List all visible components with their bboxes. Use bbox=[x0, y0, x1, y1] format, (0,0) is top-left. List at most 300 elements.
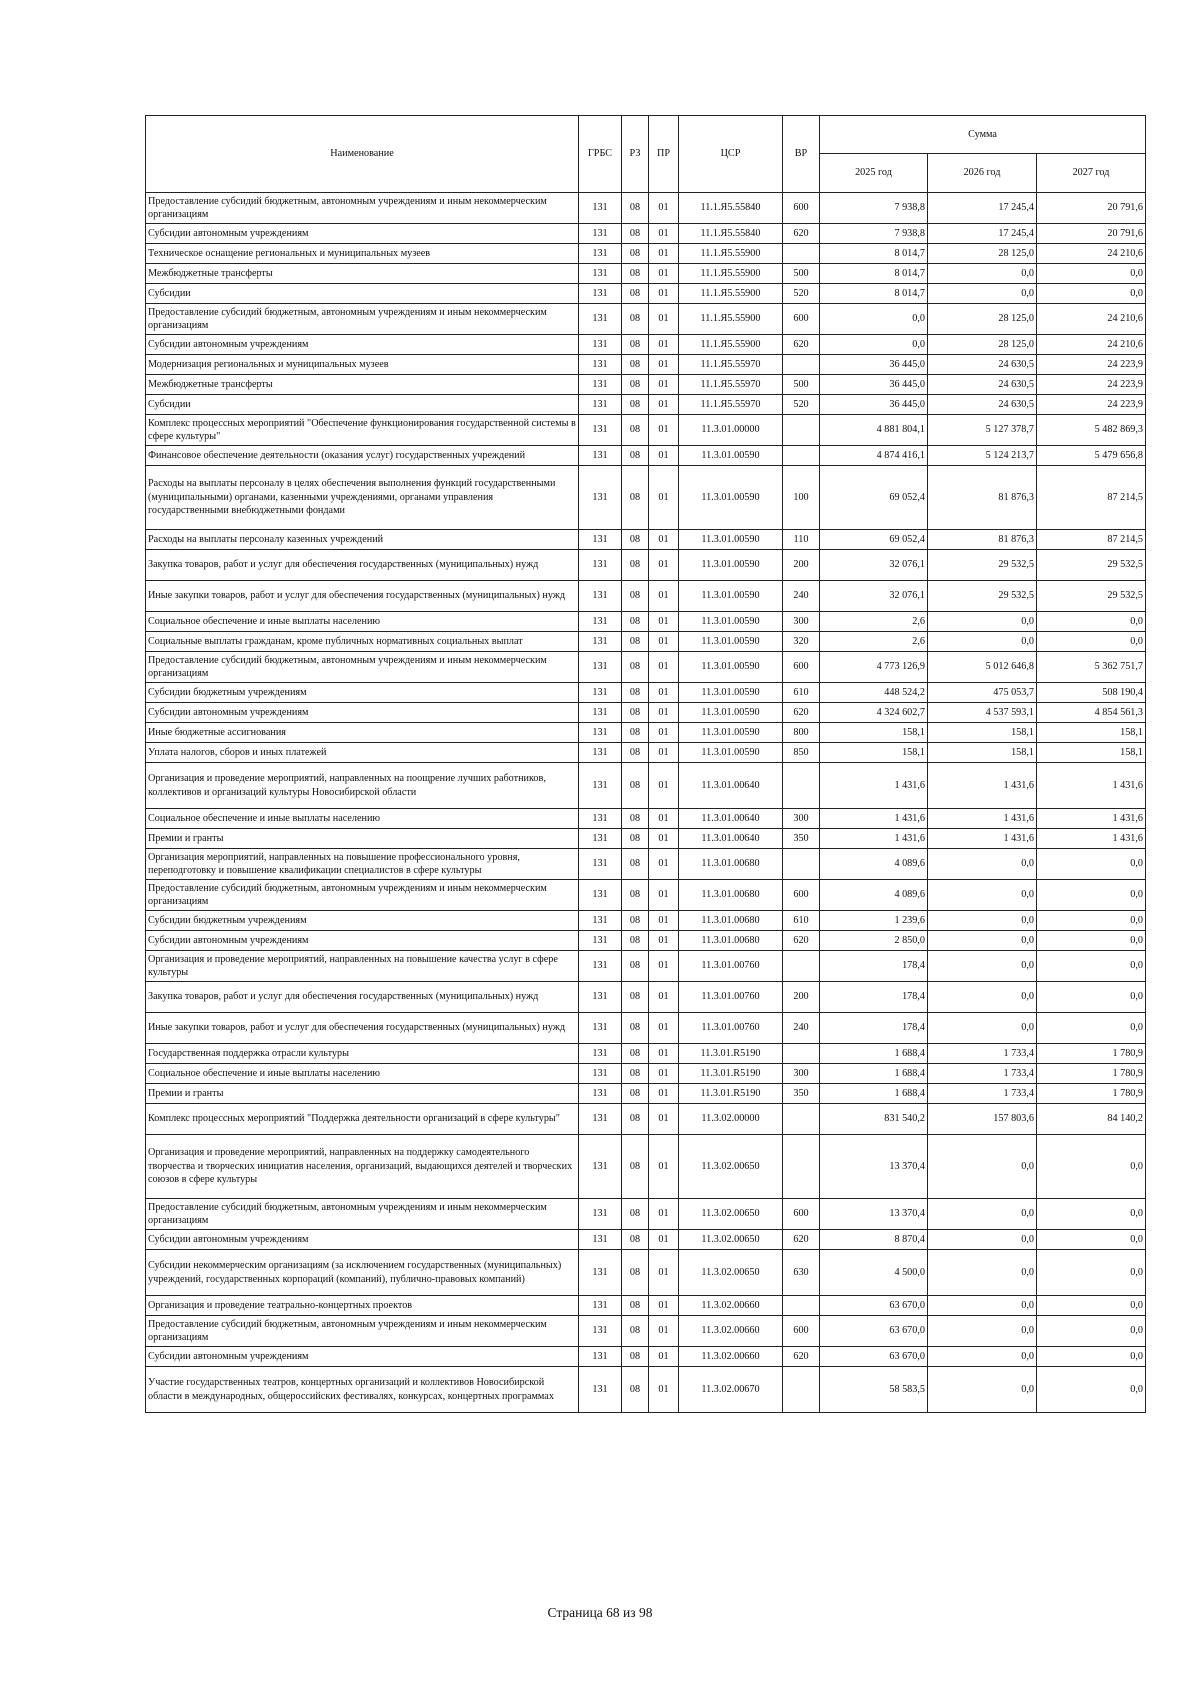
cell-grbs: 131 bbox=[579, 1199, 622, 1230]
header-grbs: ГРБС bbox=[579, 116, 622, 193]
cell-csr: 11.3.01.00760 bbox=[679, 982, 783, 1013]
cell-2027: 1 431,6 bbox=[1037, 763, 1146, 809]
table-row bbox=[146, 304, 1146, 335]
cell-2027: 158,1 bbox=[1037, 723, 1146, 743]
cell-rz: 08 bbox=[622, 466, 649, 530]
cell-csr: 11.3.01.00680 bbox=[679, 849, 783, 880]
table-row bbox=[146, 581, 1146, 612]
cell-pr: 01 bbox=[649, 1104, 679, 1135]
cell-2025: 69 052,4 bbox=[820, 466, 928, 530]
table-row bbox=[146, 763, 1146, 809]
cell-rz: 08 bbox=[622, 446, 649, 466]
cell-vr bbox=[783, 763, 820, 809]
cell-csr: 11.3.01.00590 bbox=[679, 743, 783, 763]
cell-2026: 158,1 bbox=[928, 743, 1037, 763]
cell-csr: 11.3.01.00590 bbox=[679, 550, 783, 581]
cell-rz: 08 bbox=[622, 911, 649, 931]
cell-csr: 11.3.01.00760 bbox=[679, 951, 783, 982]
cell-name: Премии и гранты bbox=[146, 829, 579, 849]
cell-2025: 63 670,0 bbox=[820, 1296, 928, 1316]
cell-2026: 1 431,6 bbox=[928, 763, 1037, 809]
cell-csr: 11.3.01.R5190 bbox=[679, 1044, 783, 1064]
cell-grbs: 131 bbox=[579, 612, 622, 632]
cell-rz: 08 bbox=[622, 763, 649, 809]
cell-name: Модернизация региональных и муниципальных музеев bbox=[146, 355, 579, 375]
cell-vr: 350 bbox=[783, 829, 820, 849]
header-year-2026: 2026 год bbox=[928, 154, 1037, 193]
cell-rz: 08 bbox=[622, 849, 649, 880]
cell-grbs: 131 bbox=[579, 1013, 622, 1044]
cell-pr: 01 bbox=[649, 849, 679, 880]
cell-grbs: 131 bbox=[579, 829, 622, 849]
cell-pr: 01 bbox=[649, 581, 679, 612]
table-row bbox=[146, 375, 1146, 395]
header-year-2027: 2027 год bbox=[1037, 154, 1146, 193]
cell-grbs: 131 bbox=[579, 264, 622, 284]
cell-csr: 11.3.01.00680 bbox=[679, 880, 783, 911]
cell-2027: 24 223,9 bbox=[1037, 395, 1146, 415]
table-body bbox=[146, 193, 1146, 1413]
cell-pr: 01 bbox=[649, 1013, 679, 1044]
cell-name: Субсидии bbox=[146, 395, 579, 415]
cell-csr: 11.3.01.00680 bbox=[679, 931, 783, 951]
cell-2025: 4 089,6 bbox=[820, 880, 928, 911]
cell-vr bbox=[783, 1104, 820, 1135]
cell-2027: 0,0 bbox=[1037, 880, 1146, 911]
cell-2027: 0,0 bbox=[1037, 1135, 1146, 1199]
table-row bbox=[146, 1250, 1146, 1296]
cell-2026: 475 053,7 bbox=[928, 683, 1037, 703]
cell-2027: 20 791,6 bbox=[1037, 224, 1146, 244]
cell-2027: 158,1 bbox=[1037, 743, 1146, 763]
cell-grbs: 131 bbox=[579, 581, 622, 612]
table-row bbox=[146, 466, 1146, 530]
cell-csr: 11.3.02.00650 bbox=[679, 1135, 783, 1199]
cell-2027: 0,0 bbox=[1037, 1250, 1146, 1296]
cell-rz: 08 bbox=[622, 1347, 649, 1367]
cell-pr: 01 bbox=[649, 951, 679, 982]
cell-csr: 11.3.01.00640 bbox=[679, 809, 783, 829]
cell-pr: 01 bbox=[649, 982, 679, 1013]
cell-2025: 58 583,5 bbox=[820, 1367, 928, 1413]
cell-2025: 4 874 416,1 bbox=[820, 446, 928, 466]
cell-rz: 08 bbox=[622, 723, 649, 743]
cell-rz: 08 bbox=[622, 304, 649, 335]
cell-name: Организация и проведение мероприятий, направленных на поддержку самодеятельного творчества и творческих инициатив населения, организаций, выдающихся деятелей и творческих союзов в сфере культуры bbox=[146, 1135, 579, 1199]
cell-name: Межбюджетные трансферты bbox=[146, 375, 579, 395]
cell-rz: 08 bbox=[622, 683, 649, 703]
cell-2025: 4 881 804,1 bbox=[820, 415, 928, 446]
table-row bbox=[146, 911, 1146, 931]
cell-pr: 01 bbox=[649, 809, 679, 829]
cell-vr bbox=[783, 446, 820, 466]
cell-rz: 08 bbox=[622, 1296, 649, 1316]
cell-2025: 7 938,8 bbox=[820, 193, 928, 224]
cell-2025: 178,4 bbox=[820, 982, 928, 1013]
cell-vr: 300 bbox=[783, 612, 820, 632]
cell-grbs: 131 bbox=[579, 335, 622, 355]
cell-2025: 13 370,4 bbox=[820, 1135, 928, 1199]
budget-table bbox=[145, 115, 1146, 1413]
cell-2027: 4 854 561,3 bbox=[1037, 703, 1146, 723]
cell-name: Социальное обеспечение и иные выплаты населению bbox=[146, 1064, 579, 1084]
cell-name: Организация мероприятий, направленных на повышение профессионального уровня, переподготовку и повышение квалификации специалистов в сфере культуры bbox=[146, 849, 579, 880]
cell-rz: 08 bbox=[622, 264, 649, 284]
cell-csr: 11.3.02.00000 bbox=[679, 1104, 783, 1135]
cell-2027: 1 431,6 bbox=[1037, 809, 1146, 829]
cell-vr: 600 bbox=[783, 652, 820, 683]
cell-2027: 87 214,5 bbox=[1037, 530, 1146, 550]
cell-name: Премии и гранты bbox=[146, 1084, 579, 1104]
header-pr: ПР bbox=[649, 116, 679, 193]
cell-2025: 178,4 bbox=[820, 951, 928, 982]
cell-grbs: 131 bbox=[579, 193, 622, 224]
cell-vr: 200 bbox=[783, 550, 820, 581]
cell-vr: 600 bbox=[783, 304, 820, 335]
cell-2026: 0,0 bbox=[928, 632, 1037, 652]
cell-csr: 11.1.Я5.55900 bbox=[679, 304, 783, 335]
header-csr: ЦСР bbox=[679, 116, 783, 193]
cell-2025: 2 850,0 bbox=[820, 931, 928, 951]
cell-2026: 0,0 bbox=[928, 1347, 1037, 1367]
cell-csr: 11.3.02.00650 bbox=[679, 1250, 783, 1296]
cell-pr: 01 bbox=[649, 1250, 679, 1296]
cell-2026: 5 012 646,8 bbox=[928, 652, 1037, 683]
cell-2026: 1 431,6 bbox=[928, 829, 1037, 849]
cell-rz: 08 bbox=[622, 703, 649, 723]
cell-grbs: 131 bbox=[579, 550, 622, 581]
cell-pr: 01 bbox=[649, 829, 679, 849]
cell-2026: 0,0 bbox=[928, 849, 1037, 880]
cell-grbs: 131 bbox=[579, 982, 622, 1013]
table-row bbox=[146, 193, 1146, 224]
cell-csr: 11.3.01.00640 bbox=[679, 829, 783, 849]
cell-rz: 08 bbox=[622, 193, 649, 224]
cell-grbs: 131 bbox=[579, 849, 622, 880]
cell-csr: 11.1.Я5.55900 bbox=[679, 244, 783, 264]
cell-vr: 620 bbox=[783, 335, 820, 355]
cell-csr: 11.3.02.00660 bbox=[679, 1347, 783, 1367]
cell-rz: 08 bbox=[622, 1230, 649, 1250]
cell-vr bbox=[783, 951, 820, 982]
table-row bbox=[146, 931, 1146, 951]
cell-vr bbox=[783, 1044, 820, 1064]
cell-name: Предоставление субсидий бюджетным, автономным учреждениям и иным некоммерческим организациям bbox=[146, 193, 579, 224]
cell-pr: 01 bbox=[649, 466, 679, 530]
cell-rz: 08 bbox=[622, 395, 649, 415]
cell-name: Иные закупки товаров, работ и услуг для обеспечения государственных (муниципальных) нужд bbox=[146, 581, 579, 612]
cell-pr: 01 bbox=[649, 1316, 679, 1347]
cell-2025: 1 431,6 bbox=[820, 809, 928, 829]
cell-name: Субсидии автономным учреждениям bbox=[146, 1347, 579, 1367]
table-row bbox=[146, 1135, 1146, 1199]
cell-2025: 69 052,4 bbox=[820, 530, 928, 550]
cell-vr bbox=[783, 355, 820, 375]
table-row bbox=[146, 703, 1146, 723]
cell-name: Организация и проведение мероприятий, направленных на поощрение лучших работников, коллективов и организаций культуры Новосибирской области bbox=[146, 763, 579, 809]
cell-grbs: 131 bbox=[579, 415, 622, 446]
cell-2025: 36 445,0 bbox=[820, 355, 928, 375]
cell-2026: 24 630,5 bbox=[928, 375, 1037, 395]
cell-csr: 11.3.01.00590 bbox=[679, 446, 783, 466]
cell-pr: 01 bbox=[649, 355, 679, 375]
cell-vr bbox=[783, 1296, 820, 1316]
cell-grbs: 131 bbox=[579, 244, 622, 264]
cell-csr: 11.3.01.R5190 bbox=[679, 1084, 783, 1104]
cell-2025: 13 370,4 bbox=[820, 1199, 928, 1230]
cell-2026: 157 803,6 bbox=[928, 1104, 1037, 1135]
cell-2025: 32 076,1 bbox=[820, 581, 928, 612]
cell-2025: 63 670,0 bbox=[820, 1347, 928, 1367]
cell-csr: 11.3.01.00590 bbox=[679, 581, 783, 612]
cell-rz: 08 bbox=[622, 880, 649, 911]
cell-2027: 24 210,6 bbox=[1037, 244, 1146, 264]
cell-pr: 01 bbox=[649, 375, 679, 395]
cell-vr: 300 bbox=[783, 809, 820, 829]
cell-rz: 08 bbox=[622, 829, 649, 849]
cell-vr: 240 bbox=[783, 1013, 820, 1044]
cell-pr: 01 bbox=[649, 632, 679, 652]
cell-rz: 08 bbox=[622, 809, 649, 829]
cell-csr: 11.3.01.00640 bbox=[679, 763, 783, 809]
cell-pr: 01 bbox=[649, 652, 679, 683]
cell-csr: 11.3.02.00670 bbox=[679, 1367, 783, 1413]
cell-2026: 29 532,5 bbox=[928, 581, 1037, 612]
cell-pr: 01 bbox=[649, 335, 679, 355]
cell-2025: 0,0 bbox=[820, 335, 928, 355]
cell-vr: 620 bbox=[783, 1347, 820, 1367]
cell-2025: 7 938,8 bbox=[820, 224, 928, 244]
cell-2027: 20 791,6 bbox=[1037, 193, 1146, 224]
table-row bbox=[146, 1296, 1146, 1316]
table-row bbox=[146, 880, 1146, 911]
cell-name: Финансовое обеспечение деятельности (оказания услуг) государственных учреждений bbox=[146, 446, 579, 466]
cell-vr: 600 bbox=[783, 1316, 820, 1347]
cell-2027: 24 223,9 bbox=[1037, 355, 1146, 375]
cell-rz: 08 bbox=[622, 1135, 649, 1199]
cell-vr: 610 bbox=[783, 683, 820, 703]
cell-rz: 08 bbox=[622, 1084, 649, 1104]
cell-2026: 0,0 bbox=[928, 982, 1037, 1013]
budget-table-container bbox=[145, 115, 1145, 1413]
header-sum: Сумма bbox=[820, 116, 1146, 154]
table-row bbox=[146, 743, 1146, 763]
cell-2027: 29 532,5 bbox=[1037, 550, 1146, 581]
cell-pr: 01 bbox=[649, 1044, 679, 1064]
cell-csr: 11.3.01.00590 bbox=[679, 683, 783, 703]
cell-pr: 01 bbox=[649, 1367, 679, 1413]
cell-pr: 01 bbox=[649, 1135, 679, 1199]
cell-csr: 11.3.02.00660 bbox=[679, 1316, 783, 1347]
table-row bbox=[146, 244, 1146, 264]
cell-grbs: 131 bbox=[579, 530, 622, 550]
cell-2025: 2,6 bbox=[820, 632, 928, 652]
cell-rz: 08 bbox=[622, 951, 649, 982]
cell-grbs: 131 bbox=[579, 1367, 622, 1413]
cell-2025: 36 445,0 bbox=[820, 375, 928, 395]
cell-vr bbox=[783, 849, 820, 880]
cell-name: Субсидии автономным учреждениям bbox=[146, 224, 579, 244]
cell-grbs: 131 bbox=[579, 1250, 622, 1296]
cell-2026: 0,0 bbox=[928, 931, 1037, 951]
cell-2026: 0,0 bbox=[928, 1199, 1037, 1230]
cell-name: Социальные выплаты гражданам, кроме публичных нормативных социальных выплат bbox=[146, 632, 579, 652]
cell-pr: 01 bbox=[649, 224, 679, 244]
cell-2026: 0,0 bbox=[928, 1250, 1037, 1296]
cell-grbs: 131 bbox=[579, 683, 622, 703]
table-row bbox=[146, 1044, 1146, 1064]
cell-vr bbox=[783, 415, 820, 446]
cell-csr: 11.1.Я5.55900 bbox=[679, 264, 783, 284]
table-row bbox=[146, 1347, 1146, 1367]
cell-rz: 08 bbox=[622, 375, 649, 395]
cell-csr: 11.1.Я5.55900 bbox=[679, 284, 783, 304]
cell-2026: 0,0 bbox=[928, 284, 1037, 304]
cell-name: Комплекс процессных мероприятий "Обеспечение функционирования государственной системы в сфере культуры" bbox=[146, 415, 579, 446]
cell-2027: 1 431,6 bbox=[1037, 829, 1146, 849]
cell-rz: 08 bbox=[622, 244, 649, 264]
cell-vr: 600 bbox=[783, 193, 820, 224]
cell-2025: 4 324 602,7 bbox=[820, 703, 928, 723]
cell-rz: 08 bbox=[622, 1044, 649, 1064]
cell-2025: 2,6 bbox=[820, 612, 928, 632]
cell-2027: 508 190,4 bbox=[1037, 683, 1146, 703]
cell-2026: 81 876,3 bbox=[928, 530, 1037, 550]
cell-csr: 11.3.01.R5190 bbox=[679, 1064, 783, 1084]
cell-2027: 0,0 bbox=[1037, 1230, 1146, 1250]
header-name: Наименование bbox=[146, 116, 579, 193]
table-row bbox=[146, 1084, 1146, 1104]
cell-2026: 0,0 bbox=[928, 911, 1037, 931]
cell-2026: 0,0 bbox=[928, 1316, 1037, 1347]
cell-csr: 11.1.Я5.55970 bbox=[679, 355, 783, 375]
cell-2026: 28 125,0 bbox=[928, 335, 1037, 355]
cell-pr: 01 bbox=[649, 1084, 679, 1104]
cell-grbs: 131 bbox=[579, 703, 622, 723]
cell-pr: 01 bbox=[649, 395, 679, 415]
cell-pr: 01 bbox=[649, 1296, 679, 1316]
cell-2027: 0,0 bbox=[1037, 264, 1146, 284]
cell-2026: 0,0 bbox=[928, 1367, 1037, 1413]
cell-name: Субсидии бюджетным учреждениям bbox=[146, 911, 579, 931]
cell-csr: 11.3.01.00590 bbox=[679, 632, 783, 652]
cell-2025: 32 076,1 bbox=[820, 550, 928, 581]
cell-pr: 01 bbox=[649, 1064, 679, 1084]
cell-2025: 158,1 bbox=[820, 743, 928, 763]
cell-rz: 08 bbox=[622, 284, 649, 304]
table-row bbox=[146, 530, 1146, 550]
cell-pr: 01 bbox=[649, 743, 679, 763]
cell-vr: 800 bbox=[783, 723, 820, 743]
cell-grbs: 131 bbox=[579, 1104, 622, 1135]
cell-2025: 63 670,0 bbox=[820, 1316, 928, 1347]
cell-name: Иные бюджетные ассигнования bbox=[146, 723, 579, 743]
cell-grbs: 131 bbox=[579, 1347, 622, 1367]
cell-pr: 01 bbox=[649, 723, 679, 743]
table-row bbox=[146, 224, 1146, 244]
cell-csr: 11.1.Я5.55840 bbox=[679, 193, 783, 224]
cell-vr: 620 bbox=[783, 1230, 820, 1250]
cell-2026: 0,0 bbox=[928, 951, 1037, 982]
cell-grbs: 131 bbox=[579, 375, 622, 395]
table-row bbox=[146, 1064, 1146, 1084]
table-row bbox=[146, 1230, 1146, 1250]
cell-2027: 0,0 bbox=[1037, 982, 1146, 1013]
cell-csr: 11.3.01.00590 bbox=[679, 466, 783, 530]
cell-2026: 29 532,5 bbox=[928, 550, 1037, 581]
cell-name: Иные закупки товаров, работ и услуг для обеспечения государственных (муниципальных) нужд bbox=[146, 1013, 579, 1044]
cell-name: Предоставление субсидий бюджетным, автономным учреждениям и иным некоммерческим организациям bbox=[146, 1199, 579, 1230]
cell-2026: 1 733,4 bbox=[928, 1044, 1037, 1064]
cell-2027: 1 780,9 bbox=[1037, 1064, 1146, 1084]
header-row-1 bbox=[146, 116, 1146, 154]
cell-csr: 11.3.02.00650 bbox=[679, 1199, 783, 1230]
cell-vr: 620 bbox=[783, 224, 820, 244]
cell-rz: 08 bbox=[622, 931, 649, 951]
cell-grbs: 131 bbox=[579, 723, 622, 743]
table-row bbox=[146, 264, 1146, 284]
cell-grbs: 131 bbox=[579, 1044, 622, 1064]
cell-2026: 4 537 593,1 bbox=[928, 703, 1037, 723]
cell-name: Субсидии некоммерческим организациям (за исключением государственных (муниципальных) учреждений, государственных корпораций (компаний), публично-правовых компаний) bbox=[146, 1250, 579, 1296]
cell-2025: 1 688,4 bbox=[820, 1084, 928, 1104]
cell-rz: 08 bbox=[622, 335, 649, 355]
header-vr: ВР bbox=[783, 116, 820, 193]
cell-2025: 0,0 bbox=[820, 304, 928, 335]
cell-pr: 01 bbox=[649, 911, 679, 931]
cell-rz: 08 bbox=[622, 652, 649, 683]
cell-csr: 11.3.02.00650 bbox=[679, 1230, 783, 1250]
cell-name: Межбюджетные трансферты bbox=[146, 264, 579, 284]
cell-2027: 84 140,2 bbox=[1037, 1104, 1146, 1135]
cell-vr: 850 bbox=[783, 743, 820, 763]
cell-2025: 1 688,4 bbox=[820, 1064, 928, 1084]
cell-2026: 0,0 bbox=[928, 1296, 1037, 1316]
cell-rz: 08 bbox=[622, 1250, 649, 1296]
table-row bbox=[146, 951, 1146, 982]
cell-2025: 178,4 bbox=[820, 1013, 928, 1044]
page-number: Страница 68 из 98 bbox=[547, 1605, 653, 1620]
table-row bbox=[146, 415, 1146, 446]
cell-2026: 1 733,4 bbox=[928, 1064, 1037, 1084]
cell-name: Расходы на выплаты персоналу казенных учреждений bbox=[146, 530, 579, 550]
cell-pr: 01 bbox=[649, 446, 679, 466]
cell-grbs: 131 bbox=[579, 224, 622, 244]
cell-name: Субсидии автономным учреждениям bbox=[146, 1230, 579, 1250]
cell-vr: 600 bbox=[783, 880, 820, 911]
header-year-2025: 2025 год bbox=[820, 154, 928, 193]
cell-name: Техническое оснащение региональных и муниципальных музеев bbox=[146, 244, 579, 264]
cell-csr: 11.1.Я5.55900 bbox=[679, 335, 783, 355]
cell-2027: 0,0 bbox=[1037, 284, 1146, 304]
cell-2025: 831 540,2 bbox=[820, 1104, 928, 1135]
cell-2026: 24 630,5 bbox=[928, 355, 1037, 375]
cell-2026: 0,0 bbox=[928, 880, 1037, 911]
cell-grbs: 131 bbox=[579, 951, 622, 982]
cell-csr: 11.3.01.00760 bbox=[679, 1013, 783, 1044]
cell-2026: 0,0 bbox=[928, 264, 1037, 284]
cell-grbs: 131 bbox=[579, 743, 622, 763]
cell-name: Субсидии автономным учреждениям bbox=[146, 931, 579, 951]
cell-pr: 01 bbox=[649, 1230, 679, 1250]
cell-2027: 5 479 656,8 bbox=[1037, 446, 1146, 466]
cell-csr: 11.3.01.00590 bbox=[679, 530, 783, 550]
cell-2026: 5 127 378,7 bbox=[928, 415, 1037, 446]
cell-2025: 1 688,4 bbox=[820, 1044, 928, 1064]
cell-grbs: 131 bbox=[579, 1064, 622, 1084]
cell-pr: 01 bbox=[649, 931, 679, 951]
cell-2027: 29 532,5 bbox=[1037, 581, 1146, 612]
